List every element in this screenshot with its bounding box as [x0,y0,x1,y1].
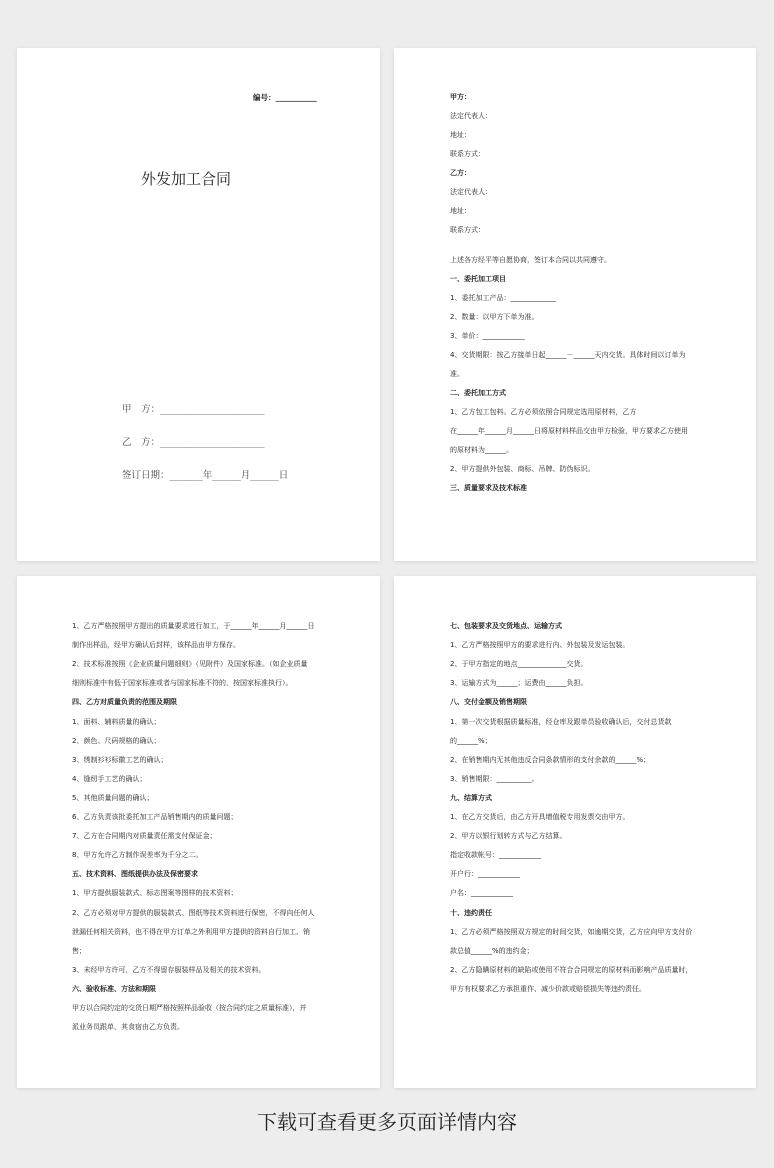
page-title: 外发加工合同 [141,170,232,188]
contract-line: 2、于甲方指定的地点______________交货。 [450,660,588,669]
contract-line: 户名：____________ [450,889,513,898]
contract-line: 4、缝纫手工艺的确认； [72,774,147,783]
section-heading: 二、委托加工方式 [450,389,506,397]
party-a-line: 甲 方：______________________ [122,404,265,415]
section-heading: 三、质量要求及技术标准 [450,484,527,492]
sign-date-line: 签订日期：_______年______月______日 [122,470,289,481]
contract-line: 7、乙方在合同期内对质量责任需支付保证金； [72,832,217,841]
page-cover [17,48,380,561]
section-heading: 六、验收标准、方法和期限 [72,984,156,993]
contract-line: 开户行：____________ [450,870,520,879]
contract-line: 细则标准中有低于国家标准或者与国家标准不符的，按国家标准执行）。 [72,679,293,688]
contract-line: 准。 [450,370,464,378]
contract-line: 2、技术标准按照《企业质量问题细则》（见附件）及国家标准。（如企业质量 [72,660,308,669]
contract-line: 1、委托加工产品：_____________ [450,294,556,302]
contract-line: 6、乙方负责该批委托加工产品销售期内的质量问题； [72,813,238,821]
contract-line: 2、在销售期内无其他违反合同条款情形的支付余款的______%； [450,755,651,764]
section-heading: 七、包装要求及交货地点、运输方式 [450,622,562,630]
contract-line: 1、面料、辅料质量的确认； [72,717,161,726]
contract-line: 1、乙方严格按照甲方的要求进行内、外包装及发运包装。 [450,641,630,650]
section-heading: 五、技术资料、图纸提供办法及保密要求 [72,870,198,879]
section-heading: 四、乙方对质量负责的范围及期限 [72,698,177,707]
section-heading: 甲方： [450,93,471,101]
contract-line: 5、其他质量问题的确认； [72,793,154,802]
contract-number-label: 编号：___________ [253,93,317,102]
contract-line: 3、运输方式为______；运费由______负担。 [450,679,588,688]
contract-line: 甲方有权要求乙方承担重作、减少价款或赔偿损失等违约责任。 [450,984,646,993]
section-heading: 一、委托加工项目 [450,275,506,283]
contract-line: 1、乙方严格按照甲方提出的质量要求进行加工，于______年______月______日 [72,622,315,630]
contract-line: 售； [72,946,86,955]
contract-line: 2、甲方以银行划转方式与乙方结算。 [450,832,567,841]
contract-line: 联系方式： [450,226,485,234]
contract-line: 联系方式： [450,150,485,158]
contract-line: 1、在乙方交货后，由乙方开具增值税专用发票交由甲方。 [450,813,630,821]
contract-line: 在______年______月______日将原材料样品交由甲方检验，甲方要求乙方使用 [450,427,688,435]
contract-line: 3、绣制衫衫标徽工艺的确认； [72,755,168,764]
contract-line: 3、未经甲方许可，乙方不得留存服装样品及相关的技术资料。 [72,965,266,974]
contract-line: 的原材料为______。 [450,446,513,454]
section-heading: 乙方： [450,169,471,177]
contract-line: 1、乙方必须严格按照双方规定的时间交货，如逾期交货，乙方应向甲方支付价 [450,927,693,936]
section-heading: 八、交付金额及销售期限 [450,698,527,707]
contract-line: 地址： [450,131,471,139]
section-heading: 十、违约责任 [450,908,492,917]
contract-line: 上述各方经平等自愿协商，签订本合同以共同遵守。 [450,256,611,264]
contract-line: 派业务员跟单，其食宿由乙方负责。 [72,1023,184,1032]
contract-line: 2、乙方必须对甲方提供的服装款式、图纸等技术资料进行保密，不得向任何人 [72,908,315,917]
section-heading: 九、结算方式 [450,793,492,802]
contract-line: 的______%； [450,736,492,745]
contract-line: 地址： [450,207,471,215]
party-b-line: 乙 方：______________________ [122,437,265,448]
page-3 [17,576,380,1088]
contract-line: 款总值______%的违约金； [450,946,534,955]
contract-line: 2、颜色、尺码规格的确认； [72,736,161,745]
contract-line: 指定收款帐号：____________ [450,851,541,860]
download-caption: 下载可查看更多页面详情内容 [257,1110,517,1134]
contract-line: 1、甲方提供服装款式、标志图案等图样的技术资料； [72,889,238,898]
contract-line: 3、单价：____________ [450,332,525,340]
page-4 [394,576,756,1088]
contract-line: 1、乙方包工包料。乙方必须依照合同规定选用原材料，乙方 [450,408,637,416]
contract-line: 法定代表人： [450,188,492,196]
page-2 [394,48,756,561]
contract-line: 泄漏任何相关资料，也不得在甲方订单之外利用甲方提供的资料自行加工、销 [72,927,310,936]
contract-line: 2、乙方隐瞒原材料的缺陷或使用不符合合同规定的原材料而影响产品质量时， [450,965,693,974]
contract-line: 制作出样品，经甲方确认后封样，该样品由甲方保存。 [72,641,240,650]
contract-line: 8、甲方允许乙方制作误差率为千分之二。 [72,851,203,860]
contract-line: 甲方以合同约定的交货日期严格按照样品验收（按合同约定之质量标准），并 [72,1004,307,1012]
contract-line: 法定代表人： [450,112,492,120]
contract-line: 2、数量：以甲方下单为准。 [450,313,539,321]
contract-line: 4、交货期限：按乙方接单日起______－______天内交货。具体时间以订单为 [450,351,686,359]
contract-line: 3、销售期限：__________。 [450,774,539,783]
contract-line: 2、甲方提供外包装、商标、吊牌、防伪标识。 [450,465,595,473]
contract-line: 1、第一次交货根据质量标准，经仓库及跟单员验收确认后，交付总货款 [450,717,672,726]
